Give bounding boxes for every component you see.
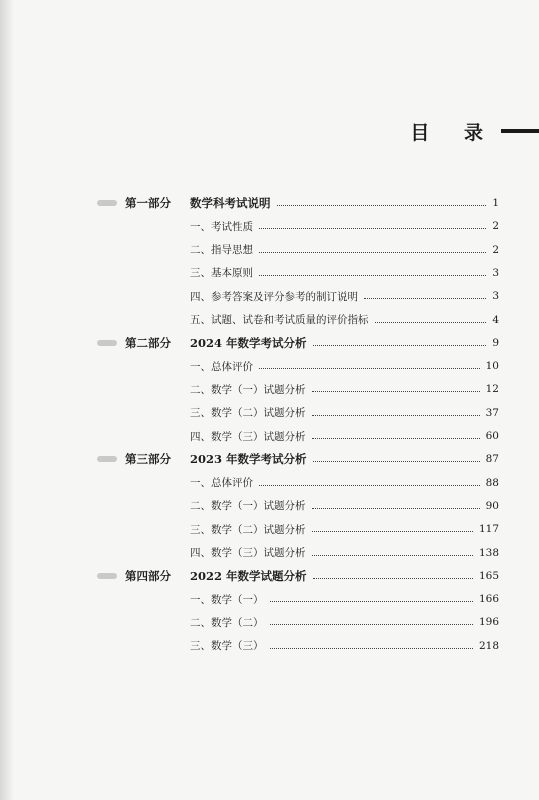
dot-leader (312, 531, 473, 532)
page-number: 1 (492, 197, 499, 209)
toc-title: 目 录 (410, 121, 497, 144)
dot-leader (375, 322, 486, 323)
toc-item-row[interactable] (0, 543, 539, 563)
item-title: 三、数学（三） (190, 640, 264, 653)
toc-item-row[interactable] (0, 379, 539, 399)
page-number: 9 (492, 336, 499, 349)
toc-item-row[interactable] (0, 216, 539, 236)
dot-leader (312, 508, 480, 509)
toc-item-row[interactable] (0, 286, 539, 306)
item-title: 三、数学（二）试题分析 (190, 523, 306, 536)
page-number: 10 (485, 360, 499, 373)
item-title: 二、数学（一）试题分析 (190, 383, 306, 396)
toc-item-row[interactable] (0, 636, 539, 656)
page-number: 117 (478, 523, 499, 536)
page-number: 60 (485, 430, 499, 442)
toc-item-row[interactable] (0, 612, 539, 632)
dot-leader (277, 205, 486, 206)
dot-leader (312, 438, 480, 439)
toc-item-row[interactable] (0, 356, 539, 376)
item-title: 一、数学（一） (190, 593, 264, 606)
dot-leader (313, 345, 486, 346)
item-title: 二、指导思想 (190, 244, 253, 257)
part-title: 数学科考试说明 (190, 196, 271, 210)
toc-item-row[interactable] (0, 473, 539, 493)
part-title: 2023 年数学考试分析 (190, 452, 307, 467)
item-title: 一、考试性质 (190, 220, 253, 233)
item-title: 二、数学（二） (190, 616, 264, 629)
page-number: 165 (478, 569, 499, 582)
title-rule (501, 129, 539, 133)
page-number: 2 (492, 243, 499, 256)
page-number: 138 (478, 546, 499, 559)
page-number: 166 (478, 593, 499, 606)
toc-part-row[interactable] (0, 193, 539, 213)
item-title: 三、基本原则 (190, 267, 253, 280)
toc-item-row[interactable] (0, 519, 539, 539)
part-marker (97, 340, 117, 346)
toc-item-row[interactable] (0, 240, 539, 260)
part-label: 第一部分 (125, 196, 171, 210)
page-number: 3 (492, 290, 499, 303)
dot-leader (259, 252, 486, 253)
item-title: 一、总体评价 (190, 477, 253, 490)
toc-heading (410, 118, 539, 144)
page-number: 87 (485, 453, 499, 466)
part-marker (97, 200, 117, 206)
page-edge-shadow (0, 0, 14, 800)
page-number: 196 (478, 616, 499, 629)
part-label: 第二部分 (125, 335, 171, 350)
page-number: 37 (485, 406, 499, 419)
dot-leader (270, 648, 473, 649)
page-number: 88 (485, 476, 499, 489)
item-title: 四、数学（三）试题分析 (190, 430, 306, 443)
toc-item-row[interactable] (0, 426, 539, 446)
page-number: 90 (485, 499, 499, 512)
dot-leader (312, 391, 480, 392)
dot-leader (313, 578, 473, 579)
dot-leader (312, 555, 473, 556)
toc-item-row[interactable] (0, 496, 539, 516)
part-title: 2022 年数学试题分析 (190, 568, 307, 583)
toc-part-row[interactable] (0, 566, 539, 586)
dot-leader (364, 298, 486, 299)
dot-leader (312, 415, 480, 416)
page-number: 4 (492, 313, 499, 326)
dot-leader (270, 601, 473, 602)
toc-part-row[interactable] (0, 333, 539, 353)
dot-leader (270, 624, 473, 625)
item-title: 一、总体评价 (190, 360, 253, 373)
dot-leader (259, 275, 486, 276)
part-label: 第三部分 (125, 452, 171, 467)
toc-item-row[interactable] (0, 589, 539, 609)
dot-leader (259, 228, 486, 229)
item-title: 五、试题、试卷和考试质量的评价指标 (190, 314, 369, 326)
part-label: 第四部分 (125, 568, 171, 583)
toc-part-row[interactable] (0, 449, 539, 469)
page-number: 12 (485, 383, 499, 396)
toc-item-row[interactable] (0, 263, 539, 283)
toc-item-row[interactable] (0, 403, 539, 423)
part-marker (97, 456, 117, 462)
dot-leader (313, 461, 480, 462)
item-title: 四、数学（三）试题分析 (190, 547, 306, 559)
part-title: 2024 年数学考试分析 (190, 335, 307, 350)
page-number: 218 (478, 639, 499, 652)
item-title: 三、数学（二）试题分析 (190, 407, 306, 420)
dot-leader (259, 485, 480, 486)
toc-item-row[interactable] (0, 310, 539, 330)
page-number: 2 (492, 220, 499, 233)
item-title: 二、数学（一）试题分析 (190, 500, 306, 513)
item-title: 四、参考答案及评分参考的制订说明 (190, 290, 358, 303)
part-marker (97, 573, 117, 579)
page-number: 3 (492, 266, 499, 279)
dot-leader (259, 368, 480, 369)
